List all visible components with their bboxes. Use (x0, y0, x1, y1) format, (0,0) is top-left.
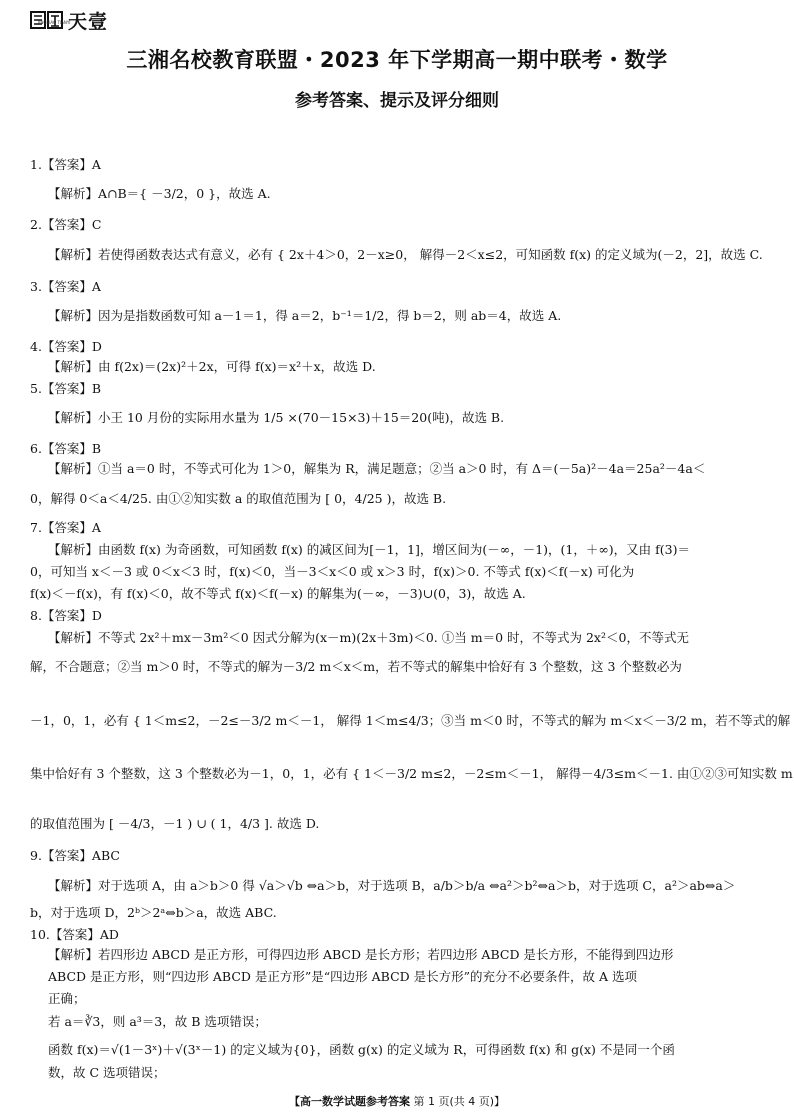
answer-line: －1，0，1，必有 { 1＜m≤2，－2≤－3/2 m＜－1， 解得 1＜m≤4/3；③当 m＜0 时，不等式的解为 m＜x＜－3/2 m，若不等式的解 (30, 713, 791, 728)
answer-line: 【解析】①当 a＝0 时，不等式可化为 1＞0，解集为 R，满足题意；②当 a＞0 时，有 Δ＝(－5a)²－4a＝25a²－4a＜ (48, 461, 706, 476)
answer-line: 4.【答案】D (30, 339, 102, 354)
answer-line: 1.【答案】A (30, 157, 101, 172)
logo-text: 天壹 (68, 10, 109, 33)
answer-line: 6.【答案】B (30, 441, 102, 456)
answer-line: 10.【答案】AD (30, 927, 119, 942)
answer-line: 函数 f(x)＝√(1－3ˣ)＋√(3ˣ－1) 的定义域为{0}，函数 g(x) 的定义域为 R，可得函数 f(x) 和 g(x) 不是同一个函 (48, 1042, 675, 1057)
answer-line: 2.【答案】C (30, 217, 102, 232)
answer-line: 3.【答案】A (30, 279, 101, 294)
answer-line: 0，解得 0＜a＜4/25. 由①②知实数 a 的取值范围为 [ 0，4/25 )，故选 B. (30, 491, 447, 506)
footer-page-number: 第 1 页(共 4 页)】 (413, 1095, 506, 1108)
answer-line: 5.【答案】B (30, 381, 102, 396)
answer-line: 【解析】若使得函数表达式有意义，必有 { 2x＋4＞0，2－x≥0， 解得－2＜x≤2，可知函数 f(x) 的定义域为(－2，2]，故选 C. (48, 247, 763, 262)
page-subtitle: 参考答案、提示及评分细则 (295, 91, 499, 111)
answer-line: 0，可知当 x＜－3 或 0＜x＜3 时，f(x)＜0，当－3＜x＜0 或 x＞3 时，f(x)＞0. 不等式 f(x)＜f(－x) 可化为 (30, 564, 635, 579)
answer-line: ABCD 是正方形，则“四边形 ABCD 是正方形”是“四边形 ABCD 是长方形”的充分不必要条件，故 A 选项 (48, 969, 637, 984)
page-footer (0, 1093, 794, 1109)
answer-line: 【解析】若四形边 ABCD 是正方形，可得四边形 ABCD 是长方形；若四边形 ABCD 是长方形，不能得到四边形 (48, 947, 674, 962)
answer-line: 9.【答案】ABC (30, 848, 120, 863)
answer-line: 解，不合题意；②当 m＞0 时，不等式的解为－3/2 m＜x＜m，若不等式的解集中恰好有 3 个整数，这 3 个整数必为 (30, 659, 682, 674)
answer-line: 【解析】由 f(2x)＝(2x)²＋2x，可得 f(x)＝x²＋x，故选 D. (48, 359, 376, 374)
answer-line: 集中恰好有 3 个整数，这 3 个整数必为－1，0，1，必有 { 1＜－3/2 m≤2，－2≤m＜－1， 解得－4/3≤m＜－1. 由①②③可知实数 m (30, 766, 793, 781)
answer-line: 【解析】小王 10 月份的实际用水量为 1/5 ×(70－15×3)＋15＝20(吨)，故选 B. (48, 410, 505, 425)
answer-line: 的取值范围为 [ －4/3，－1 ) ∪ ( 1，4/3 ]. 故选 D. (30, 816, 320, 831)
answer-line: 【解析】由函数 f(x) 为奇函数，可知函数 f(x) 的减区间为[－1，1]，增区间为(－∞，－1)，(1，＋∞)，又由 f(3)＝ (48, 542, 690, 557)
answer-line: 【解析】因为是指数函数可知 a－1＝1，得 a＝2，b⁻¹＝1/2，得 b＝2，则 ab＝4，故选 A. (48, 308, 562, 323)
answer-line: 【解析】A∩B＝{ －3/2，0 }，故选 A. (48, 186, 271, 201)
logo-subtext: JINGBIAO TIANYI (38, 20, 71, 25)
answer-line: 8.【答案】D (30, 608, 102, 623)
answer-line: 7.【答案】A (30, 520, 101, 535)
page-title: 三湘名校教育联盟・2023 年下学期高一期中联考・数学 (126, 48, 668, 72)
answer-line: 若 a＝∛3，则 a³＝3，故 B 选项错误； (48, 1014, 267, 1029)
answer-line: 数，故 C 选项错误； (48, 1065, 166, 1080)
answer-line: b，对于选项 D，2ᵇ＞2ᵃ⇔b＞a，故选 ABC. (30, 905, 277, 920)
answer-line: 【解析】不等式 2x²＋mx－3m²＜0 因式分解为(x－m)(2x＋3m)＜0. ①当 m＝0 时，不等式为 2x²＜0，不等式无 (48, 630, 689, 645)
answer-line: 正确； (48, 991, 86, 1006)
answer-line: 【解析】对于选项 A，由 a＞b＞0 得 √a＞√b ⇔a＞b，对于选项 B，a/b＞b/a ⇔a²＞b²⇔a＞b，对于选项 C，a²＞ab⇔a＞ (48, 878, 736, 893)
footer-title: 【高一数学试题参考答案 (288, 1095, 410, 1108)
answer-line: f(x)＜－f(x)，有 f(x)＜0，故不等式 f(x)＜f(－x) 的解集为(－∞，－3)∪(0，3)，故选 A. (30, 586, 526, 601)
